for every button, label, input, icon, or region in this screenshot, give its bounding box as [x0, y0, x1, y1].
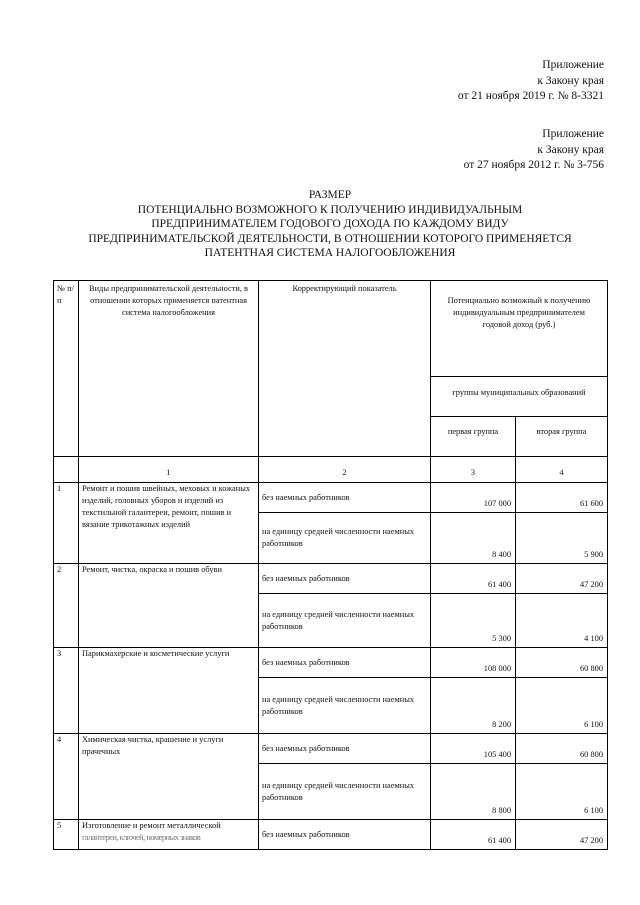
row-value: 47 200 — [516, 820, 608, 850]
header-group1: первая группа — [431, 417, 516, 457]
row-value: 6 100 — [516, 678, 608, 734]
row-indicator: без наемных работников — [259, 734, 431, 764]
appendix-header-original — [464, 127, 604, 174]
row-value: 8 400 — [431, 513, 516, 564]
column-number: 2 — [259, 457, 431, 483]
row-indicator: без наемных работников — [259, 564, 431, 594]
header-num: № п/п — [54, 281, 79, 457]
row-value: 107 000 — [431, 483, 516, 513]
row-activity-text-cut: галантереи, ключей, номерных знаков — [82, 833, 201, 842]
title-line: ПРЕДПРИНИМАТЕЛЬСКОЙ ДЕЯТЕЛЬНОСТИ, В ОТНОШЕНИИ КОТОРОГО ПРИМЕНЯЕТСЯ — [88, 232, 572, 245]
row-indicator: без наемных работников — [259, 820, 431, 850]
appendix-line: Приложение — [542, 59, 604, 71]
row-activity — [79, 820, 259, 850]
row-value: 8 800 — [431, 764, 516, 820]
row-value: 6 100 — [516, 764, 608, 820]
title-line: РАЗМЕР — [308, 189, 352, 201]
row-num: 1 — [54, 483, 79, 564]
row-value: 61 400 — [431, 564, 516, 594]
row-value: 8 200 — [431, 678, 516, 734]
table-row — [54, 483, 608, 513]
row-value: 108 000 — [431, 648, 516, 678]
appendix-line: к Закону края — [537, 143, 604, 156]
income-table — [53, 280, 608, 850]
appendix-header-current — [458, 58, 604, 105]
row-activity-text: Изготовление и ремонт металлической — [82, 821, 221, 830]
row-value: 60 800 — [516, 734, 608, 764]
row-num: 3 — [54, 648, 79, 734]
row-indicator: без наемных работников — [259, 483, 431, 513]
column-number: 1 — [79, 457, 259, 483]
row-indicator: без наемных работников — [259, 648, 431, 678]
table-header-row — [54, 281, 608, 377]
appendix-line: от 27 ноября 2012 г. № 3-756 — [463, 159, 604, 171]
row-value: 105 400 — [431, 734, 516, 764]
title-line: ПАТЕНТНАЯ СИСТЕМА НАЛОГООБЛОЖЕНИЯ — [204, 247, 456, 259]
row-value: 61 400 — [431, 820, 516, 850]
row-activity: Ремонт и пошив швейных, меховых и кожаных изделий, головных уборов и изделий из текстильной галантереи, ремонт, пошив и вязание трикотажных изделий — [79, 483, 259, 564]
appendix-line: к Закону края — [537, 74, 604, 87]
row-indicator: на единицу средней численности наемных работников — [259, 764, 431, 820]
row-num: 2 — [54, 564, 79, 648]
header-groups: группы муниципальных образований — [431, 377, 608, 417]
appendix-line: от 21 ноября 2019 г. № 8-3321 — [457, 90, 604, 102]
title-line: ПОТЕНЦИАЛЬНО ВОЗМОЖНОГО К ПОЛУЧЕНИЮ ИНДИВИДУАЛЬНЫМ — [137, 203, 523, 216]
table-row — [54, 648, 608, 678]
column-number: 4 — [516, 457, 608, 483]
row-activity: Химическая чистка, крашение и услуги прачечных — [79, 734, 259, 820]
row-indicator: на единицу средней численности наемных работников — [259, 513, 431, 564]
column-number: 3 — [431, 457, 516, 483]
row-value: 61 600 — [516, 483, 608, 513]
header-income: Потенциально возможный к получению индивидуальным предпринимателем годовой доход (руб.) — [431, 281, 608, 377]
row-value: 4 100 — [516, 594, 608, 648]
row-activity: Ремонт, чистка, окраска и пошив обуви — [79, 564, 259, 648]
column-number-row — [54, 457, 608, 483]
table-row — [54, 734, 608, 764]
table-row — [54, 564, 608, 594]
document-title — [40, 188, 620, 261]
title-line: ПРЕДПРИНИМАТЕЛЕМ ГОДОВОГО ДОХОДА ПО КАЖДОМУ ВИДУ — [151, 218, 509, 230]
table-row — [54, 820, 608, 850]
appendix-line: Приложение — [542, 128, 604, 140]
row-value: 5 900 — [516, 513, 608, 564]
row-num: 4 — [54, 734, 79, 820]
header-indicator: Корректирующий показатель — [259, 281, 431, 457]
row-value: 60 800 — [516, 648, 608, 678]
row-indicator: на единицу средней численности наемных работников — [259, 678, 431, 734]
header-activity: Виды предпринимательской деятельности, в отношении которых применяется патентная система налогообложения — [79, 281, 259, 457]
row-num: 5 — [54, 820, 79, 850]
row-value: 5 300 — [431, 594, 516, 648]
header-group2: вторая группа — [516, 417, 608, 457]
row-indicator: на единицу средней численности наемных работников — [259, 594, 431, 648]
row-activity: Парикмахерские и косметические услуги — [79, 648, 259, 734]
row-value: 47 200 — [516, 564, 608, 594]
column-number — [54, 457, 79, 483]
